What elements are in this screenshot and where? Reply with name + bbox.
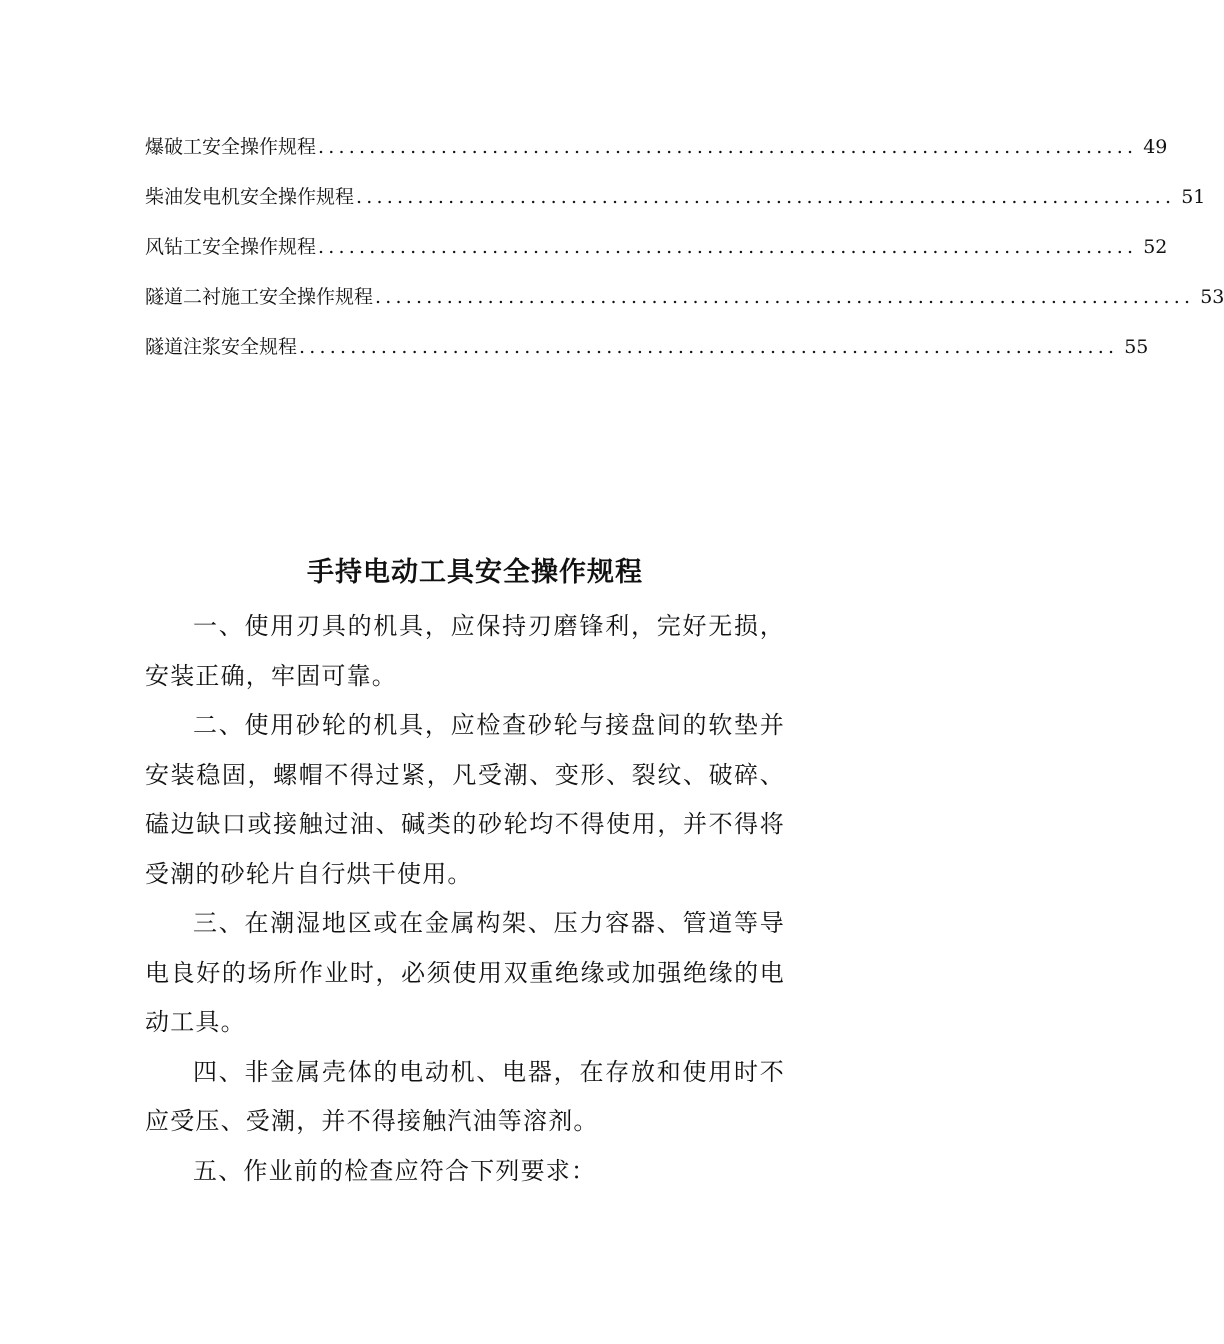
paragraph-5: 五、作业前的检查应符合下列要求： <box>193 1156 597 1185</box>
toc-entry-page: 52 <box>1143 236 1168 258</box>
toc-leader-dots: ................................................................................ <box>299 336 1119 358</box>
document-body <box>145 602 785 1196</box>
toc-leader-dots: ................................................................................ <box>318 136 1138 158</box>
toc-entry-page: 55 <box>1124 336 1149 358</box>
toc-entry-page: 53 <box>1200 286 1224 308</box>
toc-entry-title: 隧道注浆安全规程 <box>145 336 298 358</box>
toc-entry-tunnel-lining[interactable] <box>145 282 1224 332</box>
toc-entry-page: 49 <box>1143 136 1168 158</box>
toc-entry-tunnel-grouting[interactable] <box>145 332 1149 382</box>
toc-leader-dots: ................................................................................ <box>356 186 1176 208</box>
paragraph-2: 二、使用砂轮的机具，应检查砂轮与接盘间的软垫并安装稳固，螺帽不得过紧，凡受潮、变形、裂纹、破碎、磕边缺口或接触过油、碱类的砂轮均不得使用，并不得将受潮的砂轮片自行烘干使用。 <box>145 711 785 888</box>
toc-entry-blasting[interactable] <box>145 132 1168 182</box>
document-title: 手持电动工具安全操作规程 <box>307 557 643 588</box>
paragraph-1: 一、使用刃具的机具，应保持刃磨锋利，完好无损，安装正确，牢固可靠。 <box>145 612 785 690</box>
toc-entry-title: 风钻工安全操作规程 <box>145 236 317 258</box>
table-of-contents <box>145 132 1224 382</box>
toc-leader-dots: ................................................................................ <box>375 286 1195 308</box>
toc-entry-diesel-generator[interactable] <box>145 182 1206 232</box>
toc-entry-pneumatic-drill[interactable] <box>145 232 1168 282</box>
toc-entry-title: 柴油发电机安全操作规程 <box>145 186 355 208</box>
toc-entry-page: 51 <box>1181 186 1206 208</box>
paragraph-3: 三、在潮湿地区或在金属构架、压力容器、管道等导电良好的场所作业时，必须使用双重绝缘或加强绝缘的电动工具。 <box>145 909 785 1036</box>
paragraph-4: 四、非金属壳体的电动机、电器，在存放和使用时不应受压、受潮，并不得接触汽油等溶剂。 <box>145 1057 785 1135</box>
toc-entry-title: 隧道二衬施工安全操作规程 <box>145 286 374 308</box>
toc-leader-dots: ................................................................................ <box>318 236 1138 258</box>
toc-entry-title: 爆破工安全操作规程 <box>145 136 317 158</box>
